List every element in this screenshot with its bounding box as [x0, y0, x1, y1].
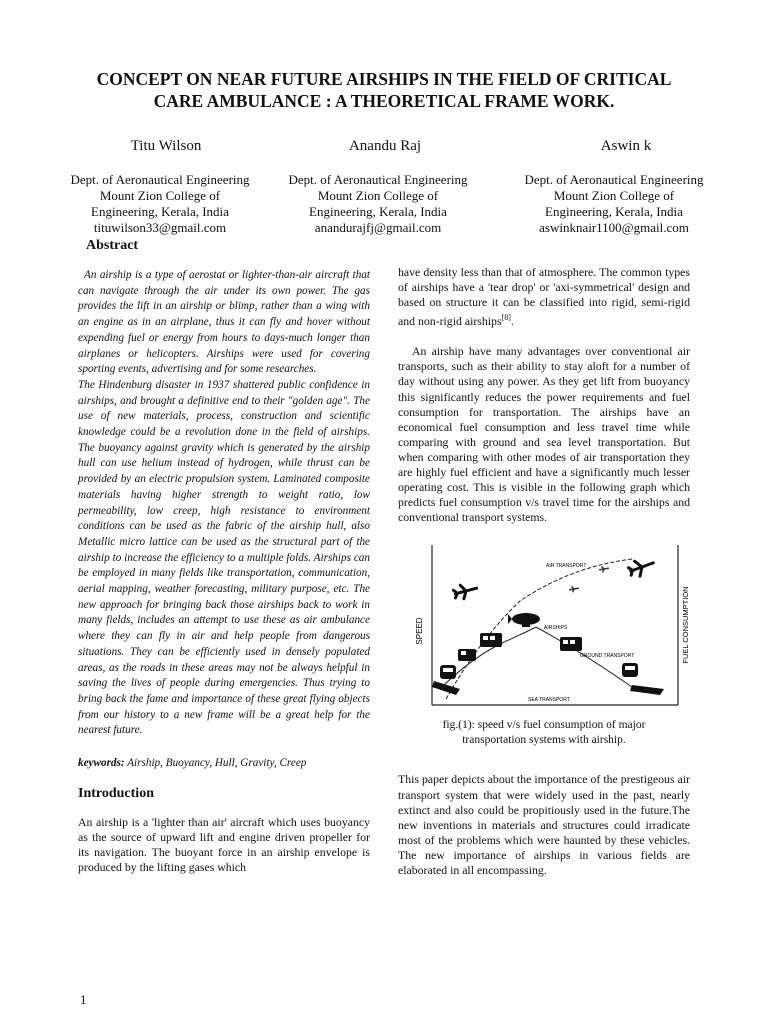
affiliation-college: Mount Zion College of [99, 188, 221, 203]
author-affiliation-1 [40, 172, 280, 236]
caption-line-2: transportation systems with airship. [462, 734, 626, 747]
transport-comparison-figure [410, 539, 692, 711]
body-paragraph-1-text: have density less than that of atmosphere. The common types of airships have a 'tear drop' or 'axi-symmetrical' design and based on structure it can be classified into rigid, semi-rigid and non-rigid airships [398, 265, 690, 329]
author-email: aswinknair1100@gmail.com [539, 220, 689, 235]
keywords-list: Airship, Buoyancy, Hull, Gravity, Creep [124, 757, 307, 770]
airplane-icon-left [453, 582, 479, 601]
small-jet-icon-2 [599, 566, 610, 574]
affiliation-dept: Dept. of Aeronautical Engineering [288, 172, 468, 187]
body-paragraph-1: have density less than that of atmosphere. The common types of airships have a 'tear drop' or 'axi-symmetrical' design and based on structure it can be classified into rigid, semi-rigid and non-rigid airships[8]. [398, 265, 690, 329]
page-number: 1 [80, 992, 87, 1007]
author-affiliation-3 [494, 172, 734, 236]
caption-line-1: fig.(1): speed v/s fuel consumption of major [442, 719, 646, 732]
train-icon-left [440, 665, 456, 679]
abstract-paragraph-2: The Hindenburg disaster in 1937 shattered public confidence in airships, and brought a definitive end to their "golden age". The use of new materials, process, construction and scientific knowledge could be a revolution done in the field of airships. The buoyancy against gravity which is generated by the airship hull can use helium instead of hydrogen, while thrust can be provided by an electric propulsion system. Laminated composite materials having higher strength to weight ratio, low permeability, low creep, high resistance to environment conditions can be used as the fabric of the airship hull, also Metallic micro lattice can be used as the structural part of the airship to increase the efficiency to a multiple folds. Airships can be employed in many fields like transportation, communication, aerial mapping, weather forecasting, military purpose, etc. The new approach for bringing back those airships back to work in many fields, includes an attempt to use these as air ambulance where they can fly in air and help people from dangerous situations. They can be efficiently used in densely populated areas, as the roads in these areas may not be always helpful in saving the lives of people during emergencies. Thus trying to bring back the fame and importance of these great flying objects from our history to a new frame will be a great help for the nearest future. [78, 378, 370, 737]
truck-icon-left [458, 649, 476, 661]
title-line-2: CARE AMBULANCE : A THEORETICAL FRAME WORK. [153, 91, 615, 111]
citation-ref: [8] [501, 313, 511, 323]
body-paragraph-3: This paper depicts about the importance of the prestigeous air transport system that were widely used in the past, nearly extinct and also could be propitiously used in the future.The new inventions in materials and structures could irradicate most of the problems which were haunted by these vehicles. The new importance of airships in various fields are elaborated in all encompassing. [398, 772, 690, 877]
title-line-1: CONCEPT ON NEAR FUTURE AIRSHIPS IN THE FIELD OF CRITICAL [96, 69, 672, 89]
author-email: tituwilson33@gmail.com [93, 220, 227, 235]
affiliation-place: Engineering, Kerala, India [545, 204, 683, 219]
keywords-label: keywords: [78, 757, 125, 770]
affiliation-place: Engineering, Kerala, India [91, 204, 229, 219]
label-sea-transport: SEA TRANSPORT [528, 697, 570, 704]
ship-icon-right [630, 685, 664, 695]
abstract-paragraph-1: An airship is a type of aerostat or lighter-than-air aircraft that can navigate through the air under its own power. The gas provides the lift in an airship or blimp, rather than a wing with an engine as in an airplane, thus it can fly and hover without expending fuel or energy from hours to days-much longer than airplanes or helicopters. Airships were used for covering sporting events, advertising and for some researches. [78, 269, 370, 376]
abstract-heading: Abstract [86, 238, 139, 253]
affiliation-dept: Dept. of Aeronautical Engineering [524, 172, 704, 187]
bus-icon-left [480, 633, 502, 647]
train-icon-right [622, 663, 638, 677]
author-name-2: Anandu Raj [348, 138, 422, 154]
airship-icon [508, 613, 540, 627]
right-column [398, 265, 690, 878]
y-axis-label: SPEED [415, 617, 424, 645]
label-air-transport: AIR TRANSPORT [546, 563, 587, 570]
body-paragraph-2: An airship have many advantages over conventional air transports, such as their ability to stay aloft for a number of day without using any power. As they get lift from buoyancy this significantly reduces the power requirements and fuel consumption for transportation. The airships have an economical fuel consumption and less travel time while comparing with ground and sea level transportation. But when comparing with other modes of air transportation they are highly fuel efficient and have a significantly much lesser operating cost. This is visible in the following graph which predicts fuel consumption v/s travel time for the airships and conventional transport systems. [398, 344, 690, 525]
paper-title [60, 68, 708, 112]
affiliation-college: Mount Zion College of [553, 188, 675, 203]
small-jet-icon-1 [569, 586, 580, 594]
author-affiliation-2 [258, 172, 498, 236]
author-email: anandurajfj@gmail.com [314, 220, 442, 235]
introduction-paragraph: An airship is a 'lighter than air' aircraft which uses buoyancy as the source of upward lift and engine driven propeller for its navigation. The buoyant force in an airship envelope is produced by the lifting gases which [78, 814, 370, 874]
introduction-heading: Introduction [78, 785, 154, 801]
bus-icon-right [560, 637, 582, 651]
keywords [78, 756, 370, 772]
label-ground-transport: GROUND TRANSPORT [580, 653, 635, 660]
affiliation-college: Mount Zion College of [317, 188, 439, 203]
abstract-body [78, 268, 370, 739]
label-airships: AIRSHIPS [544, 625, 568, 632]
affiliation-dept: Dept. of Aeronautical Engineering [70, 172, 250, 187]
affiliation-place: Engineering, Kerala, India [309, 204, 447, 219]
left-column [78, 268, 370, 875]
author-name-3: Aswin k [600, 138, 652, 154]
right-axis-label: FUEL CONSUMPTION [681, 586, 690, 665]
author-name-1: Titu Wilson [130, 138, 202, 154]
figure-caption [398, 718, 690, 748]
